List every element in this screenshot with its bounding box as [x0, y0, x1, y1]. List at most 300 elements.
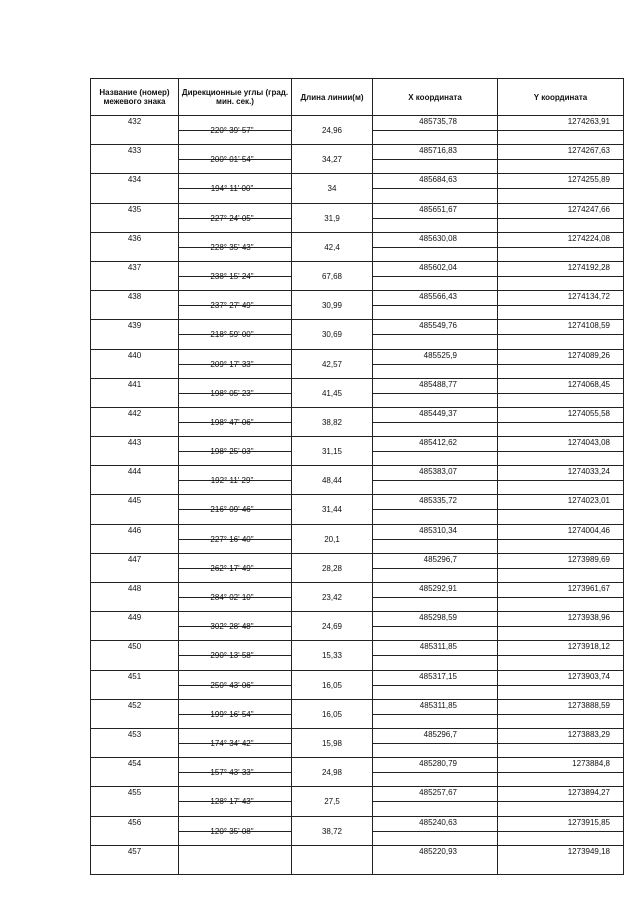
cell-divider-line — [498, 743, 623, 744]
header-length: Длина линии(м) — [292, 79, 373, 116]
x-coordinate-value: 485310,34 — [419, 525, 457, 535]
point-name: 455 — [127, 788, 142, 798]
point-name-cell — [91, 145, 179, 174]
table-row — [91, 816, 624, 845]
direction-cell — [179, 787, 292, 816]
direction-cell — [179, 378, 292, 407]
point-name-cell — [91, 845, 179, 874]
x-coordinate-cell — [373, 232, 498, 261]
length-value: 31,9 — [324, 213, 340, 223]
cell-divider-line — [498, 334, 623, 335]
point-name: 434 — [127, 175, 142, 185]
cell-divider-line — [373, 364, 497, 365]
length-cell — [292, 641, 373, 670]
x-coordinate-value: 485298,59 — [419, 613, 457, 623]
point-name: 433 — [127, 146, 142, 156]
point-name: 456 — [127, 817, 142, 827]
table-row — [91, 349, 624, 378]
y-coordinate-value: 1273894,27 — [567, 788, 610, 798]
direction-cell — [179, 261, 292, 290]
point-name: 452 — [127, 700, 142, 710]
direction-cell — [179, 320, 292, 349]
x-coordinate-value: 485292,91 — [419, 584, 457, 593]
x-coordinate-value: 485280,79 — [419, 759, 457, 769]
x-coordinate-cell — [373, 758, 498, 787]
x-coordinate-value: 485549,76 — [419, 321, 457, 331]
length-value: 34 — [327, 184, 337, 194]
x-coordinate-value: 485684,63 — [419, 175, 457, 185]
length-value: 67,68 — [321, 271, 343, 281]
x-coordinate-cell — [373, 320, 498, 349]
direction-cell — [179, 758, 292, 787]
x-coordinate-cell — [373, 291, 498, 320]
x-coordinate-cell — [373, 261, 498, 290]
cell-divider-line — [373, 305, 497, 306]
cell-divider-line — [498, 159, 623, 160]
length-value: 30,99 — [321, 301, 343, 311]
cell-divider-line — [498, 393, 623, 394]
cell-divider-line — [498, 626, 623, 627]
point-name-cell — [91, 758, 179, 787]
y-coordinate-cell — [498, 524, 624, 553]
x-coordinate-cell — [373, 466, 498, 495]
cell-divider-line — [498, 218, 623, 219]
table-row — [91, 641, 624, 670]
table-row — [91, 291, 624, 320]
direction-value: 120° 35' 08" — [210, 826, 254, 836]
cell-divider-line — [498, 422, 623, 423]
y-coordinate-cell — [498, 816, 624, 845]
y-coordinate-value: 1273938,96 — [567, 613, 610, 623]
cell-divider-line — [498, 831, 623, 832]
y-coordinate-cell — [498, 699, 624, 728]
x-coordinate-cell — [373, 349, 498, 378]
cell-divider-line — [498, 451, 623, 452]
point-name: 443 — [127, 438, 142, 448]
table-row — [91, 845, 624, 874]
length-cell — [292, 845, 373, 874]
direction-cell — [179, 203, 292, 232]
y-coordinate-cell — [498, 495, 624, 524]
point-name: 432 — [127, 117, 142, 126]
direction-cell — [179, 437, 292, 466]
y-coordinate-value: 1274263,91 — [567, 117, 610, 126]
y-coordinate-cell — [498, 203, 624, 232]
x-coordinate-cell — [373, 378, 498, 407]
point-name-cell — [91, 612, 179, 641]
x-coordinate-cell — [373, 699, 498, 728]
x-coordinate-cell — [373, 407, 498, 436]
x-coordinate-cell — [373, 845, 498, 874]
y-coordinate-cell — [498, 553, 624, 582]
y-coordinate-value: 1274023,01 — [567, 496, 610, 506]
point-name-cell — [91, 320, 179, 349]
direction-value: 198° 05' 23" — [210, 388, 254, 398]
direction-value: 228° 35' 43" — [210, 242, 254, 252]
length-value: 38,72 — [321, 826, 343, 836]
direction-value: 302° 28' 48" — [210, 622, 254, 632]
x-coordinate-value: 485296,7 — [423, 729, 457, 739]
header-x: X координата — [373, 79, 498, 116]
table-row — [91, 378, 624, 407]
direction-value: 200° 01' 54" — [210, 155, 254, 165]
direction-cell — [179, 495, 292, 524]
length-value: 42,57 — [321, 359, 343, 369]
x-coordinate-value: 485566,43 — [419, 292, 457, 302]
x-coordinate-value: 485651,67 — [419, 204, 457, 214]
length-value: 28,28 — [321, 563, 343, 573]
point-name-cell — [91, 553, 179, 582]
y-coordinate-cell — [498, 641, 624, 670]
y-coordinate-value: 1274068,45 — [567, 379, 610, 389]
table-row — [91, 203, 624, 232]
table-row — [91, 116, 624, 145]
direction-cell — [179, 728, 292, 757]
cell-divider-line — [498, 130, 623, 131]
cell-divider-line — [498, 685, 623, 686]
y-coordinate-value: 1274089,26 — [567, 350, 610, 360]
direction-value: 237° 27' 49" — [210, 301, 254, 311]
direction-value: 284° 02' 10" — [210, 593, 254, 602]
direction-cell — [179, 232, 292, 261]
point-name-cell — [91, 261, 179, 290]
cell-divider-line — [373, 393, 497, 394]
x-coordinate-value: 485311,85 — [419, 700, 457, 710]
length-cell — [292, 583, 373, 612]
length-cell — [292, 466, 373, 495]
y-coordinate-value: 1273915,85 — [567, 817, 610, 827]
y-coordinate-cell — [498, 232, 624, 261]
length-value: 16,05 — [321, 680, 343, 690]
point-name-cell — [91, 116, 179, 145]
length-cell — [292, 670, 373, 699]
table-row — [91, 407, 624, 436]
direction-value: 198° 25' 03" — [210, 447, 254, 457]
y-coordinate-value: 1274192,28 — [567, 262, 610, 272]
cell-divider-line — [498, 714, 623, 715]
direction-cell — [179, 524, 292, 553]
y-coordinate-value: 1273888,59 — [567, 700, 610, 710]
table-row — [91, 583, 624, 612]
y-coordinate-value: 1274055,58 — [567, 408, 610, 418]
y-coordinate-value: 1273961,67 — [567, 584, 610, 593]
y-coordinate-value: 1274247,66 — [567, 204, 610, 214]
point-name: 438 — [127, 292, 142, 302]
y-coordinate-cell — [498, 291, 624, 320]
boundary-table-sheet — [90, 78, 618, 875]
table-row — [91, 232, 624, 261]
table-row — [91, 524, 624, 553]
cell-divider-line — [373, 597, 497, 598]
point-name-cell — [91, 349, 179, 378]
header-y: Y координата — [498, 79, 624, 116]
y-coordinate-cell — [498, 787, 624, 816]
point-name-cell — [91, 787, 179, 816]
x-coordinate-cell — [373, 612, 498, 641]
table-row — [91, 320, 624, 349]
direction-value: 198° 47' 06" — [210, 417, 254, 427]
y-coordinate-cell — [498, 349, 624, 378]
direction-value: 218° 59' 00" — [210, 330, 254, 340]
length-value: 24,96 — [321, 126, 343, 135]
length-cell — [292, 174, 373, 203]
point-name: 453 — [127, 729, 142, 739]
table-header-row — [91, 79, 624, 116]
y-coordinate-value: 1274108,59 — [567, 321, 610, 331]
table-row — [91, 495, 624, 524]
point-name-cell — [91, 816, 179, 845]
y-coordinate-cell — [498, 116, 624, 145]
x-coordinate-cell — [373, 553, 498, 582]
y-coordinate-cell — [498, 320, 624, 349]
direction-value: 199° 16' 54" — [210, 709, 254, 719]
x-coordinate-cell — [373, 728, 498, 757]
length-cell — [292, 787, 373, 816]
direction-value: 290° 13' 58" — [210, 651, 254, 661]
direction-cell — [179, 145, 292, 174]
point-name-cell — [91, 232, 179, 261]
table-row — [91, 145, 624, 174]
length-cell — [292, 612, 373, 641]
y-coordinate-cell — [498, 261, 624, 290]
cell-divider-line — [498, 801, 623, 802]
direction-cell — [179, 407, 292, 436]
point-name: 457 — [127, 846, 142, 856]
length-cell — [292, 291, 373, 320]
table-row — [91, 437, 624, 466]
y-coordinate-value: 1273918,12 — [567, 642, 610, 652]
x-coordinate-value: 485488,77 — [419, 379, 457, 389]
x-coordinate-value: 485240,63 — [419, 817, 457, 827]
length-cell — [292, 524, 373, 553]
length-value: 30,69 — [321, 330, 343, 340]
y-coordinate-value: 1274004,46 — [567, 525, 610, 535]
table-row — [91, 466, 624, 495]
table-row — [91, 174, 624, 203]
y-coordinate-value: 1274033,24 — [567, 467, 610, 477]
length-cell — [292, 407, 373, 436]
x-coordinate-cell — [373, 816, 498, 845]
cell-divider-line — [498, 247, 623, 248]
direction-cell — [179, 553, 292, 582]
cell-divider-line — [373, 655, 497, 656]
x-coordinate-cell — [373, 203, 498, 232]
length-value: 31,15 — [321, 447, 343, 457]
header-name: Название (номер) межевого знака — [91, 79, 179, 116]
cell-divider-line — [373, 451, 497, 452]
length-value: 15,98 — [321, 738, 343, 748]
direction-cell — [179, 641, 292, 670]
header-direction: Дирекционные углы (град. мин. сек.) — [179, 79, 292, 116]
direction-cell — [179, 845, 292, 874]
point-name: 440 — [127, 350, 142, 360]
direction-cell — [179, 174, 292, 203]
point-name-cell — [91, 291, 179, 320]
point-name: 444 — [127, 467, 142, 477]
table-row — [91, 758, 624, 787]
point-name-cell — [91, 670, 179, 699]
y-coordinate-value: 1273883,29 — [567, 729, 610, 739]
point-name: 454 — [127, 759, 142, 769]
direction-value: 262° 17' 49" — [210, 563, 254, 573]
length-value: 48,44 — [321, 476, 343, 486]
length-cell — [292, 437, 373, 466]
y-coordinate-cell — [498, 612, 624, 641]
length-cell — [292, 728, 373, 757]
table-row — [91, 612, 624, 641]
cell-divider-line — [373, 801, 497, 802]
direction-cell — [179, 816, 292, 845]
length-value: 31,44 — [321, 505, 343, 515]
y-coordinate-value: 1274224,08 — [567, 233, 610, 243]
cell-divider-line — [498, 539, 623, 540]
y-coordinate-cell — [498, 583, 624, 612]
cell-divider-line — [373, 218, 497, 219]
point-name-cell — [91, 699, 179, 728]
cell-divider-line — [373, 188, 497, 189]
point-name: 436 — [127, 233, 142, 243]
x-coordinate-cell — [373, 495, 498, 524]
cell-divider-line — [373, 334, 497, 335]
point-name: 447 — [127, 554, 142, 564]
boundary-coordinates-table — [90, 78, 624, 875]
point-name-cell — [91, 583, 179, 612]
x-coordinate-value: 485525,9 — [423, 350, 457, 360]
y-coordinate-cell — [498, 407, 624, 436]
x-coordinate-value: 485257,67 — [419, 788, 457, 798]
direction-value: 209° 17' 33" — [210, 359, 254, 369]
y-coordinate-cell — [498, 466, 624, 495]
table-row — [91, 261, 624, 290]
length-cell — [292, 699, 373, 728]
direction-cell — [179, 699, 292, 728]
direction-cell — [179, 291, 292, 320]
x-coordinate-value: 485735,78 — [419, 117, 457, 126]
y-coordinate-cell — [498, 845, 624, 874]
x-coordinate-cell — [373, 787, 498, 816]
cell-divider-line — [373, 685, 497, 686]
cell-divider-line — [373, 626, 497, 627]
cell-divider-line — [373, 743, 497, 744]
point-name-cell — [91, 203, 179, 232]
length-cell — [292, 816, 373, 845]
point-name: 448 — [127, 584, 142, 593]
point-name: 445 — [127, 496, 142, 506]
cell-divider-line — [373, 276, 497, 277]
x-coordinate-value: 485602,04 — [419, 262, 457, 272]
y-coordinate-value: 1273949,18 — [567, 846, 610, 856]
table-row — [91, 699, 624, 728]
direction-value: 227° 24' 05" — [210, 213, 254, 223]
direction-value: 157° 43' 33" — [210, 768, 254, 778]
cell-divider-line — [373, 831, 497, 832]
point-name-cell — [91, 495, 179, 524]
x-coordinate-cell — [373, 641, 498, 670]
cell-divider-line — [373, 714, 497, 715]
cell-divider-line — [373, 130, 497, 131]
point-name: 439 — [127, 321, 142, 331]
cell-divider-line — [373, 422, 497, 423]
x-coordinate-value: 485220,93 — [419, 846, 457, 856]
x-coordinate-cell — [373, 145, 498, 174]
direction-value: 227° 16' 40" — [210, 534, 254, 544]
point-name: 446 — [127, 525, 142, 535]
length-cell — [292, 495, 373, 524]
x-coordinate-cell — [373, 174, 498, 203]
point-name-cell — [91, 728, 179, 757]
x-coordinate-value: 485383,07 — [419, 467, 457, 477]
point-name-cell — [91, 437, 179, 466]
x-coordinate-value: 485449,37 — [419, 408, 457, 418]
y-coordinate-value: 1273884,8 — [572, 759, 610, 769]
x-coordinate-value: 485412,62 — [419, 438, 457, 448]
y-coordinate-value: 1274255,89 — [567, 175, 610, 185]
cell-divider-line — [498, 597, 623, 598]
point-name-cell — [91, 641, 179, 670]
cell-divider-line — [498, 568, 623, 569]
direction-value: 220° 39' 57" — [210, 126, 254, 135]
length-cell — [292, 203, 373, 232]
y-coordinate-value: 1273989,69 — [567, 554, 610, 564]
point-name: 437 — [127, 262, 142, 272]
length-value: 42,4 — [324, 242, 340, 252]
length-value: 38,82 — [321, 417, 343, 427]
cell-divider-line — [373, 509, 497, 510]
length-cell — [292, 145, 373, 174]
y-coordinate-cell — [498, 670, 624, 699]
y-coordinate-cell — [498, 174, 624, 203]
point-name: 449 — [127, 613, 142, 623]
length-cell — [292, 378, 373, 407]
y-coordinate-value: 1274043,08 — [567, 438, 610, 448]
direction-cell — [179, 466, 292, 495]
direction-cell — [179, 670, 292, 699]
direction-value: 216° 09' 46" — [210, 505, 254, 515]
length-cell — [292, 553, 373, 582]
y-coordinate-cell — [498, 437, 624, 466]
y-coordinate-cell — [498, 758, 624, 787]
point-name: 451 — [127, 671, 142, 681]
length-value: 41,45 — [321, 388, 343, 398]
cell-divider-line — [373, 159, 497, 160]
length-value: 23,42 — [321, 593, 343, 602]
length-value: 27,5 — [324, 797, 340, 807]
x-coordinate-value: 485311,85 — [419, 642, 457, 652]
cell-divider-line — [373, 247, 497, 248]
direction-value: 194° 11' 00" — [210, 184, 254, 194]
cell-divider-line — [498, 509, 623, 510]
table-row — [91, 787, 624, 816]
point-name: 450 — [127, 642, 142, 652]
length-cell — [292, 261, 373, 290]
table-row — [91, 670, 624, 699]
length-value: 24,69 — [321, 622, 343, 632]
direction-value: 250° 43' 06" — [210, 680, 254, 690]
length-value: 16,05 — [321, 709, 343, 719]
direction-cell — [179, 349, 292, 378]
cell-divider-line — [498, 772, 623, 773]
length-value: 20,1 — [324, 534, 340, 544]
cell-divider-line — [373, 568, 497, 569]
length-cell — [292, 349, 373, 378]
x-coordinate-cell — [373, 670, 498, 699]
x-coordinate-cell — [373, 437, 498, 466]
x-coordinate-value: 485296,7 — [423, 554, 457, 564]
direction-value: 192° 11' 29" — [210, 476, 254, 486]
y-coordinate-value: 1274134,72 — [567, 292, 610, 302]
x-coordinate-value: 485630,08 — [419, 233, 457, 243]
direction-cell — [179, 116, 292, 145]
